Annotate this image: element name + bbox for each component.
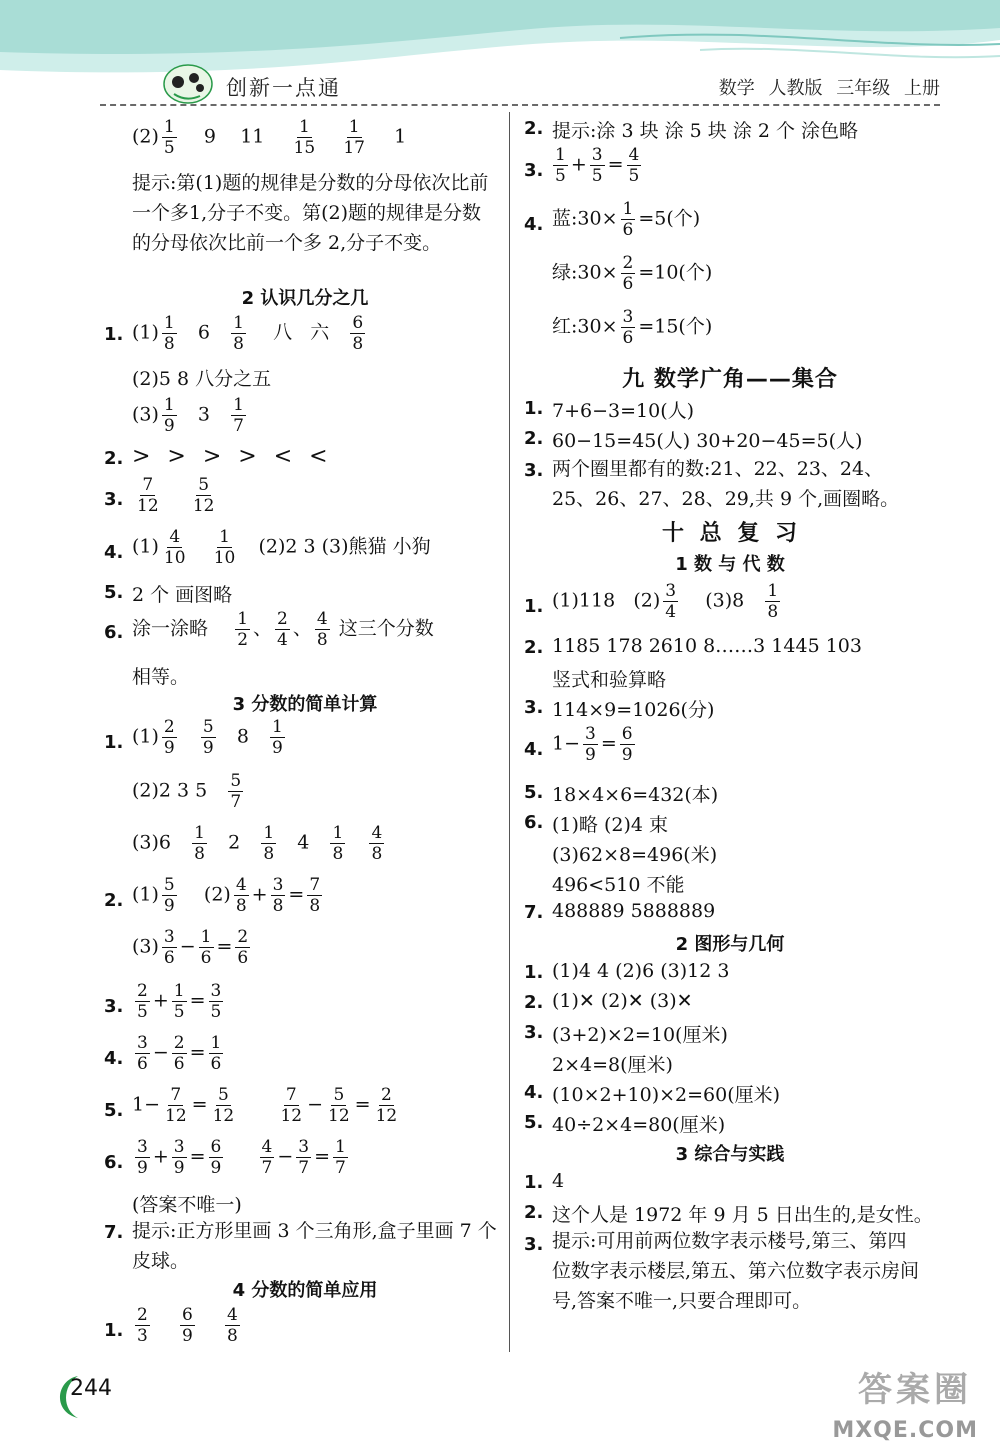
answer-line: (2)5 8 八分之五: [132, 368, 272, 390]
answer-line: 这个人是 1972 年 9 月 5 日出生的,是女性。: [552, 1204, 933, 1226]
chapter-heading: 十 总 复 习: [662, 521, 798, 546]
answer-line: 相等。: [132, 666, 190, 688]
question-number: 6.: [104, 1152, 124, 1173]
subject: 数学: [718, 78, 755, 99]
answer-line: 1− $\frac{7}{12}$ = $\frac{5}{12}$ $\frac{7}{12}$ − $\frac{5}{12}$ = $\frac{2}{12}$: [132, 1085, 398, 1126]
answer-line: $\frac{3}{9}$ + $\frac{3}{9}$ = $\frac{6}{9}$ $\frac{4}{7}$ − $\frac{3}{7}$ = $\frac{1}{7}$: [137, 1137, 346, 1178]
answer-line: 7+6−3=10(人): [552, 400, 695, 422]
section-heading: 3 综合与实践: [675, 1144, 785, 1165]
watermark-logo: 答案圈: [858, 1370, 972, 1410]
answer-text: 提示:可用前两位数字表示楼号,第三、第四位数字表示楼层,第五、第六位数字表示房间号,答案不唯一,只要合理即可。: [552, 1230, 920, 1312]
answer-line: (3)62×8=496(米): [552, 844, 718, 866]
question-number: 1.: [104, 732, 124, 753]
question-number: 6.: [104, 622, 124, 643]
question-number: 2.: [524, 118, 544, 139]
section-heading: 2 图形与几何: [675, 934, 785, 955]
answer-line: 1185 178 2610 8……3 1445 103: [552, 635, 862, 657]
answer-line: 1− $\frac{3}{9}$ = $\frac{6}{9}$: [552, 724, 633, 765]
brand-logo-icon: [160, 58, 216, 106]
answer-line: 4: [552, 1170, 565, 1192]
book-info: [719, 74, 940, 100]
volume: 上册: [904, 78, 940, 99]
question-number: 4.: [104, 1048, 124, 1069]
answer-line: $\frac{1}{5}$ + $\frac{3}{5}$ = $\frac{4}{5}$: [555, 145, 640, 186]
answer-line: (1) $\frac{2}{9}$ $\frac{5}{9}$ 8 $\frac{1}{9}$: [132, 717, 283, 758]
question-number: 1.: [104, 1320, 124, 1341]
section-heading: 1 数 与 代 数: [675, 554, 785, 575]
question-number: 4.: [524, 1082, 544, 1103]
question-number: 5.: [524, 1112, 544, 1133]
chapter-heading: 九 数学广角——集合: [622, 367, 838, 392]
answer-line: 40÷2×4=80(厘米): [552, 1114, 726, 1136]
edition: 人教版: [768, 78, 823, 99]
answer-line: (1) $\frac{4}{10}$ $\frac{1}{10}$ (2)2 3 (3)熊猫 小狗: [132, 527, 431, 568]
page-number: 244: [70, 1376, 112, 1401]
question-number: 5.: [104, 1100, 124, 1121]
answer-line: 红:30× $\frac{3}{6}$ =15(个): [552, 307, 713, 348]
question-number: 2.: [524, 1202, 544, 1223]
answer-text: 两个圈里都有的数:21、22、23、24、25、26、27、28、29,共 9 个,画圈略。: [552, 458, 900, 510]
answer-line: (3+2)×2=10(厘米): [552, 1024, 728, 1046]
column-divider: [509, 112, 510, 1352]
section-heading: 2 认识几分之几: [241, 288, 369, 309]
answer-line: 2 个 画图略: [132, 584, 233, 606]
answer-line: 2×4=8(厘米): [552, 1054, 673, 1076]
grade: 三年级: [836, 78, 891, 99]
question-number: 2.: [524, 637, 544, 658]
answer-line: (2) $\frac{1}{5}$ 9 11 $\frac{1}{15}$ $\frac{1}{17}$ 1: [132, 117, 407, 158]
answer-line: (1)✕ (2)✕ (3)✕: [552, 990, 693, 1012]
answer-line: 18×4×6=432(本): [552, 784, 719, 806]
question-number: 2.: [104, 890, 124, 911]
question-number: 3.: [104, 489, 124, 510]
question-number: 1.: [524, 962, 544, 983]
answer-line: 60−15=45(人) 30+20−45=5(人): [552, 430, 863, 452]
question-number: 6.: [524, 812, 544, 833]
answer-line: (10×2+10)×2=60(厘米): [552, 1084, 781, 1106]
answer-line: (1) $\frac{5}{9}$ (2) $\frac{4}{8}$ + $\frac{3}{8}$ = $\frac{7}{8}$: [132, 875, 321, 916]
question-number: 4.: [524, 214, 544, 235]
question-number: 2.: [524, 992, 544, 1013]
answer-line: (3) $\frac{1}{9}$ 3 $\frac{1}{7}$: [132, 395, 244, 436]
section-heading: 3 分数的简单计算: [232, 694, 378, 715]
question-number: 3.: [104, 996, 124, 1017]
answer-line: $\frac{2}{3}$ $\frac{6}{9}$ $\frac{4}{8}$: [137, 1305, 238, 1346]
question-number: 1.: [104, 324, 124, 345]
answer-line: 绿:30× $\frac{2}{6}$ =10(个): [552, 253, 713, 294]
answer-note: (答案不唯一): [132, 1194, 242, 1216]
answer-line: (3) $\frac{3}{6}$ − $\frac{1}{6}$ = $\frac{2}{6}$: [132, 927, 249, 968]
answer-line: 涂一涂略 $\frac{1}{2}$ 、 $\frac{2}{4}$ 、 $\frac{4}{8}$ 这三个分数: [132, 609, 434, 650]
question-number: 1.: [524, 1172, 544, 1193]
question-number: 5.: [524, 782, 544, 803]
question-number: 2.: [524, 428, 544, 449]
answer-line: 114×9=1026(分): [552, 699, 715, 721]
question-number: 3.: [524, 697, 544, 718]
question-number: 3.: [524, 1234, 544, 1255]
answer-line: 488889 5888889: [552, 900, 716, 922]
answer-line: (1) $\frac{1}{8}$ 6 $\frac{1}{8}$ 八 六 $\frac{6}{8}$: [132, 313, 364, 354]
question-number: 5.: [104, 582, 124, 603]
answer-line: > > > > < <: [132, 444, 328, 469]
question-number: 3.: [524, 460, 544, 481]
answer-text: 提示:正方形里画 3 个三角形,盒子里画 7 个皮球。: [132, 1220, 497, 1272]
question-number: 7.: [104, 1222, 124, 1243]
question-number: 1.: [524, 596, 544, 617]
question-number: 4.: [104, 542, 124, 563]
question-number: 3.: [524, 1022, 544, 1043]
answer-line: (1)4 4 (2)6 (3)12 3: [552, 960, 730, 982]
answer-line: $\frac{2}{5}$ + $\frac{1}{5}$ = $\frac{3}{5}$: [137, 981, 222, 1022]
answer-line: 提示:涂 3 块 涂 5 块 涂 2 个 涂色略: [552, 120, 859, 142]
brand-name: 创新一点通: [226, 76, 341, 100]
question-number: 2.: [104, 448, 124, 469]
hint-text: 提示:第(1)题的规律是分数的分母依次比前一个多1,分子不变。第(2)题的规律是分数的分母依次比前一个多 2,分子不变。: [132, 172, 489, 254]
answer-line: (3)6 $\frac{1}{8}$ 2 $\frac{1}{8}$ 4 $\frac{1}{8}$ $\frac{4}{8}$: [132, 823, 383, 864]
answer-line: 蓝:30× $\frac{1}{6}$ =5(个): [552, 199, 701, 240]
question-number: 7.: [524, 902, 544, 923]
section-heading: 4 分数的简单应用: [232, 1280, 378, 1301]
answer-line: $\frac{7}{12}$ $\frac{5}{12}$: [137, 475, 215, 516]
question-number: 1.: [524, 398, 544, 419]
header-divider: [100, 104, 940, 106]
question-number: 4.: [524, 739, 544, 760]
answer-line: 竖式和验算略: [552, 669, 667, 691]
answer-line: 496<510 不能: [552, 874, 685, 896]
watermark-url: MXQE.COM: [832, 1418, 978, 1443]
question-number: 3.: [524, 160, 544, 181]
answer-line: (1)略 (2)4 束: [552, 814, 668, 836]
answer-line: (2)2 3 5 $\frac{5}{7}$: [132, 771, 242, 812]
answer-line: $\frac{3}{6}$ − $\frac{2}{6}$ = $\frac{1}{6}$: [137, 1033, 222, 1074]
answer-line: (1)118 (2) $\frac{3}{4}$ (3)8 $\frac{1}{8}$: [552, 581, 779, 622]
